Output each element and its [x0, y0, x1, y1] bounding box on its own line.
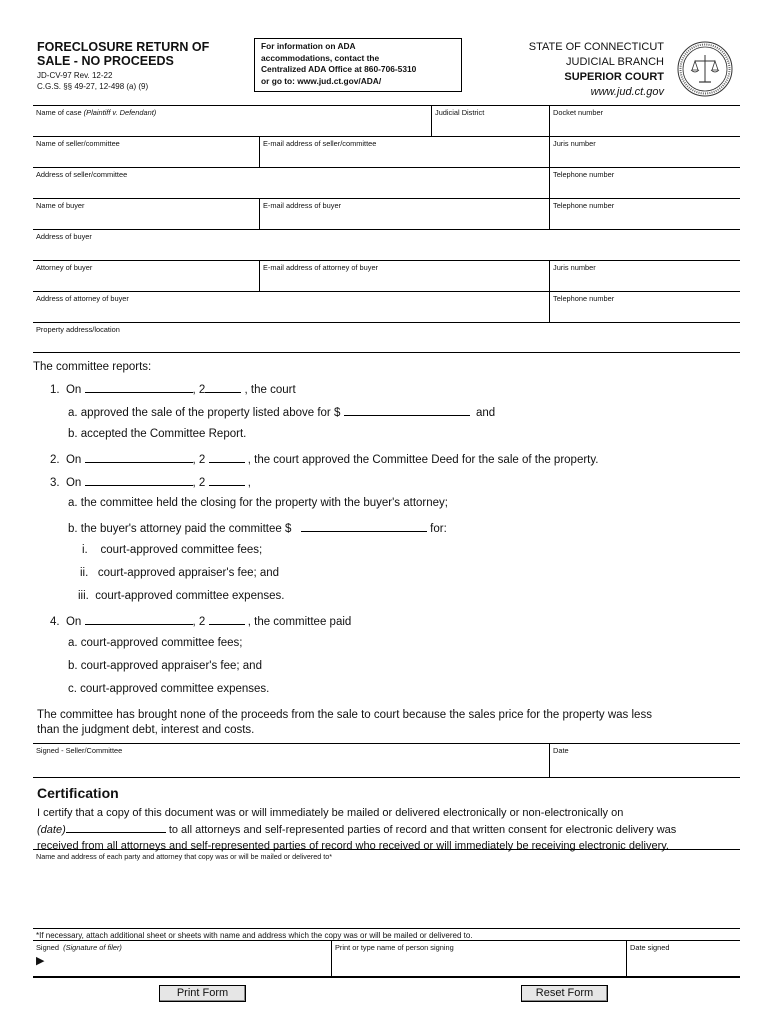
- row-seller: [33, 136, 740, 167]
- label: Date signed: [630, 943, 670, 952]
- label: Docket number: [553, 108, 604, 117]
- certification-text: [37, 805, 737, 854]
- label-hint: (Plaintiff v. Defendant): [83, 108, 157, 117]
- date-input[interactable]: [85, 381, 193, 393]
- label: E-mail address of buyer: [263, 201, 342, 210]
- print-form-button[interactable]: Print Form: [159, 985, 246, 1002]
- label: Address of attorney of buyer: [36, 294, 129, 303]
- row-property: [33, 322, 740, 353]
- cert-date-input[interactable]: [66, 821, 166, 833]
- ada-notice: [254, 38, 462, 92]
- label: for:: [430, 523, 447, 535]
- label: Telephone number: [553, 201, 615, 210]
- item-3a: a. the committee held the closing for the property with the buyer's attorney;: [68, 497, 448, 509]
- label: E-mail address of attorney of buyer: [263, 263, 379, 272]
- year-input[interactable]: [209, 451, 245, 463]
- seller-email-field[interactable]: [259, 137, 549, 167]
- case-name-field[interactable]: [33, 106, 431, 136]
- label: Name of buyer: [36, 201, 85, 210]
- ada-line: Centralized ADA Office at 860-706-5310: [261, 64, 417, 74]
- label: Date: [553, 746, 569, 755]
- cert-line: I certify that a copy of this document was or will immediately be mailed or delivered electronically or non-electronically on: [37, 807, 624, 819]
- certification-heading: Certification: [37, 785, 119, 801]
- date-input[interactable]: [85, 474, 193, 486]
- year-input[interactable]: [205, 381, 241, 393]
- closing-statement: [37, 708, 737, 738]
- ada-line: accommodations, contact the: [261, 52, 380, 63]
- item-number: 1.: [50, 384, 60, 396]
- label: , the court approved the Committee Deed for the sale of the property.: [247, 454, 599, 466]
- juris-number-field[interactable]: [549, 137, 740, 167]
- row-buyer-address: [33, 229, 740, 260]
- label: Telephone number: [553, 170, 615, 179]
- label: Name and address of each party and attorney that copy was or will be mailed or delivered to*: [36, 852, 333, 861]
- attorney-email-field[interactable]: [259, 261, 549, 291]
- label: Telephone number: [553, 294, 615, 303]
- label: Property address/location: [36, 325, 120, 334]
- item-number: 4.: [50, 616, 60, 628]
- date-input[interactable]: [85, 613, 193, 625]
- item-4: [50, 613, 351, 629]
- label-hint: (Signature of filer): [63, 943, 122, 952]
- label: On: [65, 616, 82, 628]
- closing-line: The committee has brought none of the proceeds from the sale to court because the sales price for the property was less: [37, 709, 652, 721]
- judicial-district-field[interactable]: [431, 106, 549, 136]
- label: On: [65, 454, 82, 466]
- court-name: SUPERIOR COURT: [564, 71, 664, 83]
- item-number: 3.: [50, 477, 60, 489]
- label: Attorney of buyer: [36, 263, 93, 272]
- label: to all attorneys and self-represented parties of record and that written consent for electronic delivery was: [168, 824, 677, 836]
- report-intro: The committee reports:: [33, 361, 152, 373]
- filer-signature-field[interactable]: [33, 941, 331, 976]
- label: , the committee paid: [247, 616, 352, 628]
- cert-line: received from all attorneys and self-represented parties of record who received or will immediately be receiving electronic delivery.: [37, 840, 669, 852]
- item-3: [50, 474, 251, 490]
- form-number: JD-CV-97 Rev. 12-22: [37, 71, 113, 80]
- court-header: [464, 40, 664, 100]
- item-number: 2.: [50, 454, 60, 466]
- item-1: [50, 381, 296, 397]
- label: Name of seller/committee: [36, 139, 120, 148]
- signature-date-field[interactable]: [549, 744, 740, 777]
- label: , 2: [192, 477, 206, 489]
- ada-line: or go to: www.jud.ct.gov/ADA/: [261, 75, 382, 86]
- label: Judicial District: [435, 108, 485, 117]
- item-4b: b. court-approved appraiser's fee; and: [68, 660, 262, 672]
- label: Juris number: [553, 263, 596, 272]
- label: E-mail address of seller/committee: [263, 139, 377, 148]
- title-line-1: FORECLOSURE RETURN OF: [37, 40, 210, 54]
- item-3b-iii: iii. court-approved committee expenses.: [78, 590, 285, 602]
- ada-line: For information on ADA: [261, 41, 356, 51]
- row-case: [33, 105, 740, 136]
- item-3b-ii: ii. court-approved appraiser's fee; and: [80, 567, 280, 579]
- buyer-name-field[interactable]: [33, 199, 259, 229]
- closing-line: than the judgment debt, interest and costs.: [37, 724, 255, 736]
- date-label: (date): [37, 824, 66, 836]
- year-input[interactable]: [209, 613, 245, 625]
- row-buyer: [33, 198, 740, 229]
- telephone-field[interactable]: [549, 199, 740, 229]
- form-title: [37, 40, 209, 68]
- state-name: STATE OF CONNECTICUT: [528, 41, 664, 53]
- label: Print or type name of person signing: [335, 943, 454, 952]
- label: On: [65, 384, 82, 396]
- date-signed-field[interactable]: [626, 941, 740, 976]
- label: b. the buyer's attorney paid the committee $: [68, 523, 292, 535]
- label: , 2: [192, 384, 206, 396]
- case-info-grid: [33, 105, 740, 353]
- amount-input[interactable]: [344, 404, 470, 416]
- item-4c: c. court-approved committee expenses.: [68, 683, 270, 695]
- label: Address of buyer: [36, 232, 92, 241]
- telephone-field[interactable]: [549, 168, 740, 198]
- item-3b-i: i. court-approved committee fees;: [82, 544, 263, 556]
- label: Signed: [36, 943, 60, 952]
- reset-form-button[interactable]: Reset Form: [521, 985, 608, 1002]
- label: , the court: [244, 384, 296, 396]
- telephone-field[interactable]: [549, 292, 740, 322]
- buyer-address-field[interactable]: [33, 230, 740, 260]
- website: www.jud.ct.gov: [590, 86, 664, 98]
- filer-signature-row: [33, 940, 740, 978]
- seller-name-field[interactable]: [33, 137, 259, 167]
- label: Name of case: [36, 108, 82, 117]
- label: ,: [247, 477, 251, 489]
- amount-input[interactable]: [301, 520, 427, 532]
- date-input[interactable]: [85, 451, 193, 463]
- buyer-attorney-field[interactable]: [33, 261, 259, 291]
- footnote: *If necessary, attach additional sheet or sheets with name and address which the copy was or will be mailed or delivered to.: [33, 928, 740, 942]
- row-attorney-address: [33, 291, 740, 322]
- cert-line: [37, 821, 737, 838]
- court-seal-icon: [676, 40, 734, 98]
- row-attorney: [33, 260, 740, 291]
- label: and: [475, 407, 496, 419]
- buyer-email-field[interactable]: [259, 199, 549, 229]
- item-3b: [68, 520, 447, 536]
- seller-signature-field[interactable]: [33, 744, 549, 777]
- name-address-field[interactable]: [33, 849, 740, 863]
- item-2: [50, 451, 598, 467]
- label: On: [65, 477, 82, 489]
- statute-reference: C.G.S. §§ 49-27, 12-498 (a) (9): [37, 82, 149, 91]
- item-4a: a. court-approved committee fees;: [68, 637, 243, 649]
- branch-name: JUDICIAL BRANCH: [566, 56, 664, 68]
- label: Signed - Seller/Committee: [36, 746, 123, 755]
- title-line-2: SALE - NO PROCEEDS: [37, 54, 174, 68]
- arrow-icon: ▶: [36, 955, 45, 967]
- item-1a: [68, 404, 495, 420]
- docket-number-field[interactable]: [549, 106, 740, 136]
- attorney-address-field[interactable]: [33, 292, 549, 322]
- year-input[interactable]: [209, 474, 245, 486]
- signature-row: [33, 743, 740, 778]
- label: Juris number: [553, 139, 596, 148]
- property-address-field[interactable]: [33, 323, 740, 352]
- label: , 2: [192, 616, 206, 628]
- label: Address of seller/committee: [36, 170, 128, 179]
- seller-address-field[interactable]: [33, 168, 549, 198]
- row-seller-address: [33, 167, 740, 198]
- print-name-field[interactable]: [331, 941, 626, 976]
- label: a. approved the sale of the property listed above for $: [68, 407, 341, 419]
- label: , 2: [192, 454, 206, 466]
- juris-number-field[interactable]: [549, 261, 740, 291]
- item-1b: b. accepted the Committee Report.: [68, 428, 247, 440]
- form-number-block: [37, 70, 148, 92]
